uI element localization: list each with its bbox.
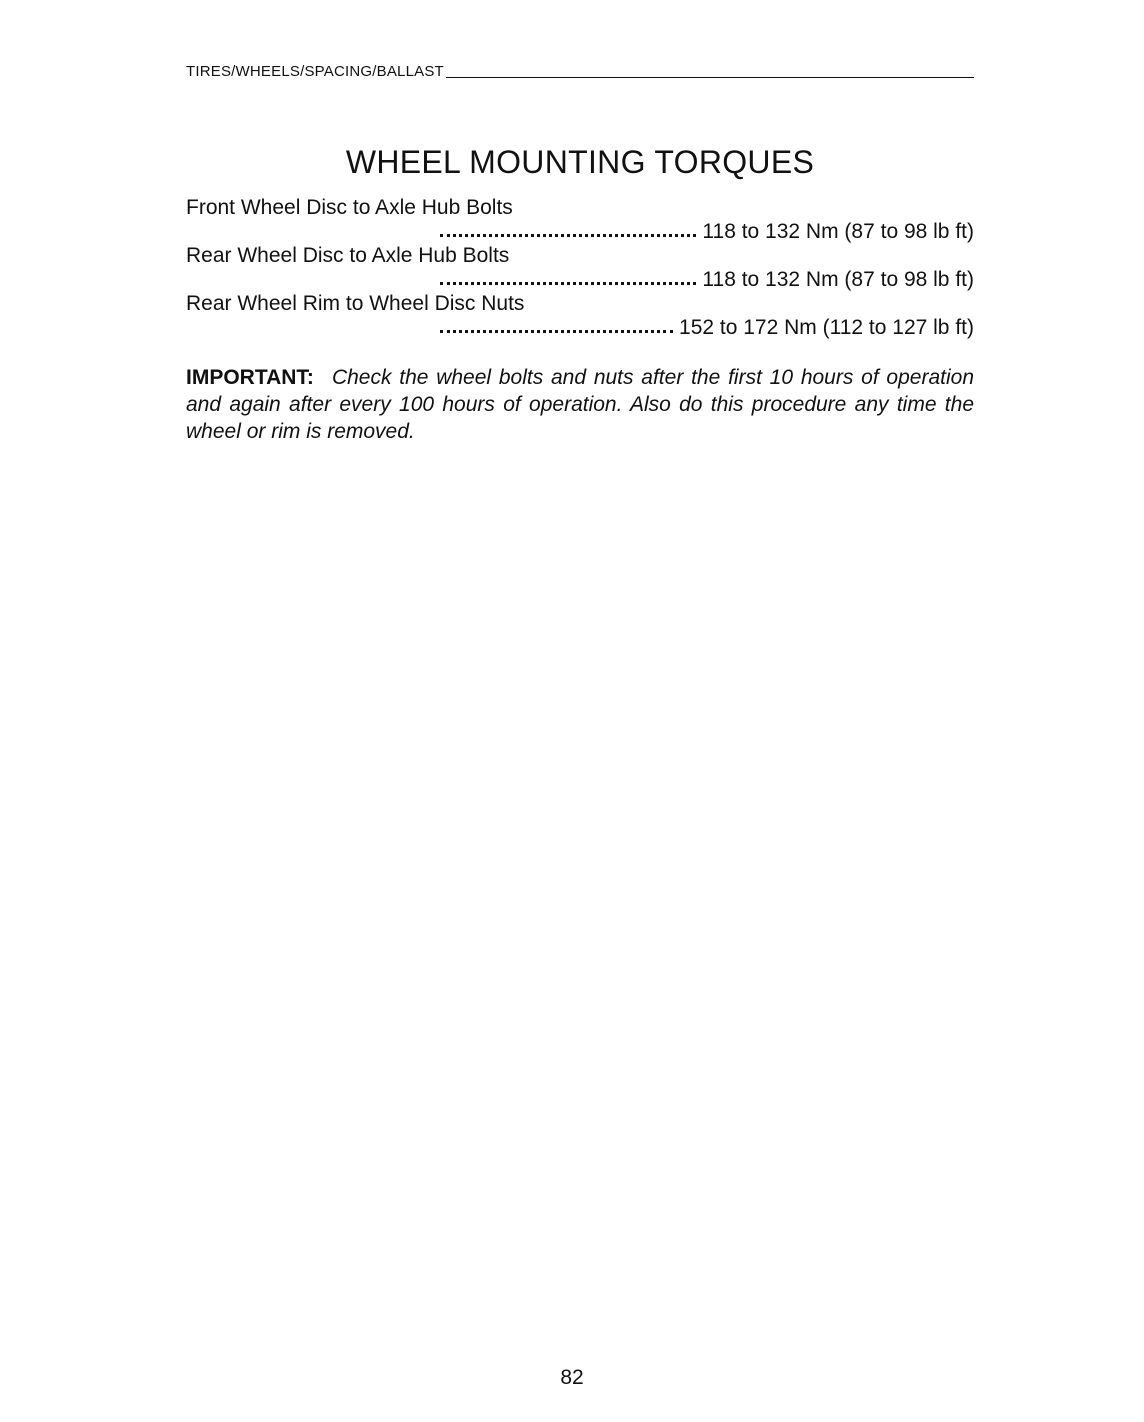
torque-spec-list [186,196,974,340]
important-note [186,364,974,445]
page-header [186,63,974,81]
spec-value: 118 to 132 Nm (87 to 98 lb ft) [702,220,974,243]
spec-value: 118 to 132 Nm (87 to 98 lb ft) [702,268,974,291]
page-title: WHEEL MOUNTING TORQUES [345,144,815,180]
spec-label: Rear Wheel Disc to Axle Hub Bolts [186,244,510,267]
header-rule [446,77,974,78]
spec-item-rear-disc [186,244,974,292]
dot-leader [440,282,696,285]
dot-leader [440,330,673,333]
spec-value-row [186,268,974,292]
spec-item-rear-rim [186,292,974,340]
spec-label: Front Wheel Disc to Axle Hub Bolts [186,196,513,219]
page-number: 82 [560,1366,584,1389]
spec-item-front-disc [186,196,974,244]
spec-value: 152 to 172 Nm (112 to 127 lb ft) [679,316,974,339]
spec-value-row [186,316,974,340]
spec-label: Rear Wheel Rim to Wheel Disc Nuts [186,292,525,315]
section-label: TIRES/WHEELS/SPACING/BALLAST [186,63,444,80]
dot-leader [440,234,696,237]
important-text: Check the wheel bolts and nuts after the first 10 hours of operation and again after every 100 hours of operation. Also do this procedure any time the wheel or rim is removed. [186,366,974,443]
important-label: IMPORTANT: [186,366,314,389]
spec-value-row [186,220,974,244]
